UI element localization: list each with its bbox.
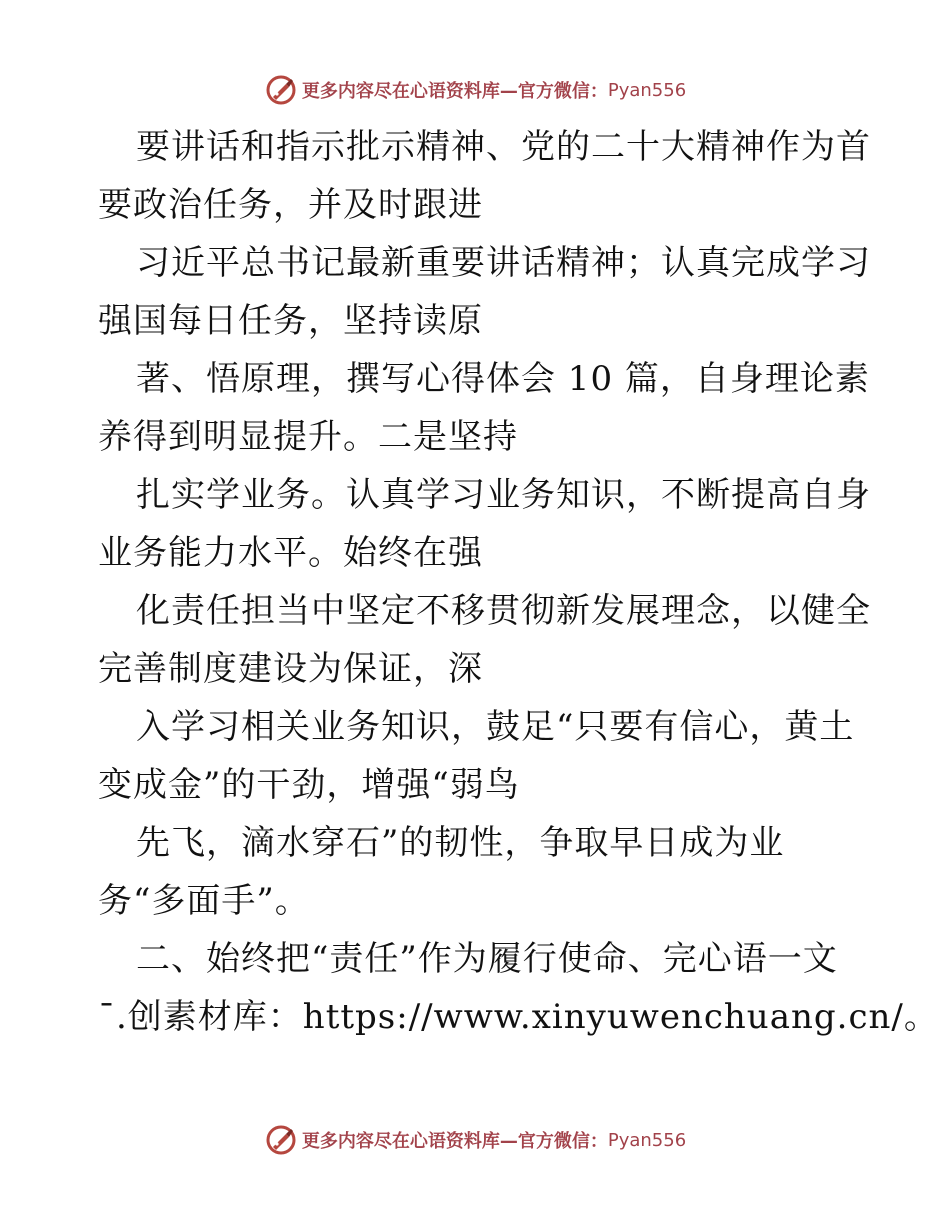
document-body xyxy=(98,118,939,1046)
body-line: 入学习相关业务知识，鼓足“只要有信心，黄土 xyxy=(136,707,855,747)
banner-wechat-id: Pyan556 xyxy=(607,79,687,101)
body-line: 要讲话和指示批示精神、党的二十大精神作为首 xyxy=(136,127,871,167)
body-line: ¯.创素材库：https://www.xinyuwenchuang.cn/。 xyxy=(98,997,939,1037)
header-watermark-banner xyxy=(0,70,950,110)
body-line: 强国每日任务，坚持读原 xyxy=(98,301,483,341)
body-line: 扎实学业务。认真学习业务知识，不断提高自身 xyxy=(136,475,871,515)
body-line: 要政治任务，并及时跟进 xyxy=(98,185,483,225)
banner-text: 更多内容尽在心语资料库—官方微信： xyxy=(301,81,608,102)
pen-nib-logo-icon xyxy=(264,1123,298,1157)
pen-nib-logo-icon xyxy=(264,73,298,107)
body-line: 变成金”的干劲，增强“弱鸟 xyxy=(98,765,520,805)
body-line: 化责任担当中坚定不移贯彻新发展理念，以健全 xyxy=(136,591,871,631)
body-line: 先飞，滴水穿石”的韧性，争取早日成为业 xyxy=(136,823,785,863)
body-line: 业务能力水平。始终在强 xyxy=(98,533,483,573)
banner-wechat-id: Pyan556 xyxy=(607,1129,687,1151)
body-line: 著、悟原理，撰写心得体会 10 篇，自身理论素 xyxy=(136,359,870,399)
body-line: 二、始终把“责任”作为履行使命、完心语一文 xyxy=(136,939,838,979)
body-line: 务“多面手”。 xyxy=(98,881,310,921)
banner-text: 更多内容尽在心语资料库—官方微信： xyxy=(301,1131,608,1152)
body-line: 养得到明显提升。二是坚持 xyxy=(98,417,518,457)
body-line: 习近平总书记最新重要讲话精神；认真完成学习 xyxy=(136,243,871,283)
footer-watermark-banner xyxy=(0,1120,950,1160)
body-line: 完善制度建设为保证，深 xyxy=(98,649,483,689)
